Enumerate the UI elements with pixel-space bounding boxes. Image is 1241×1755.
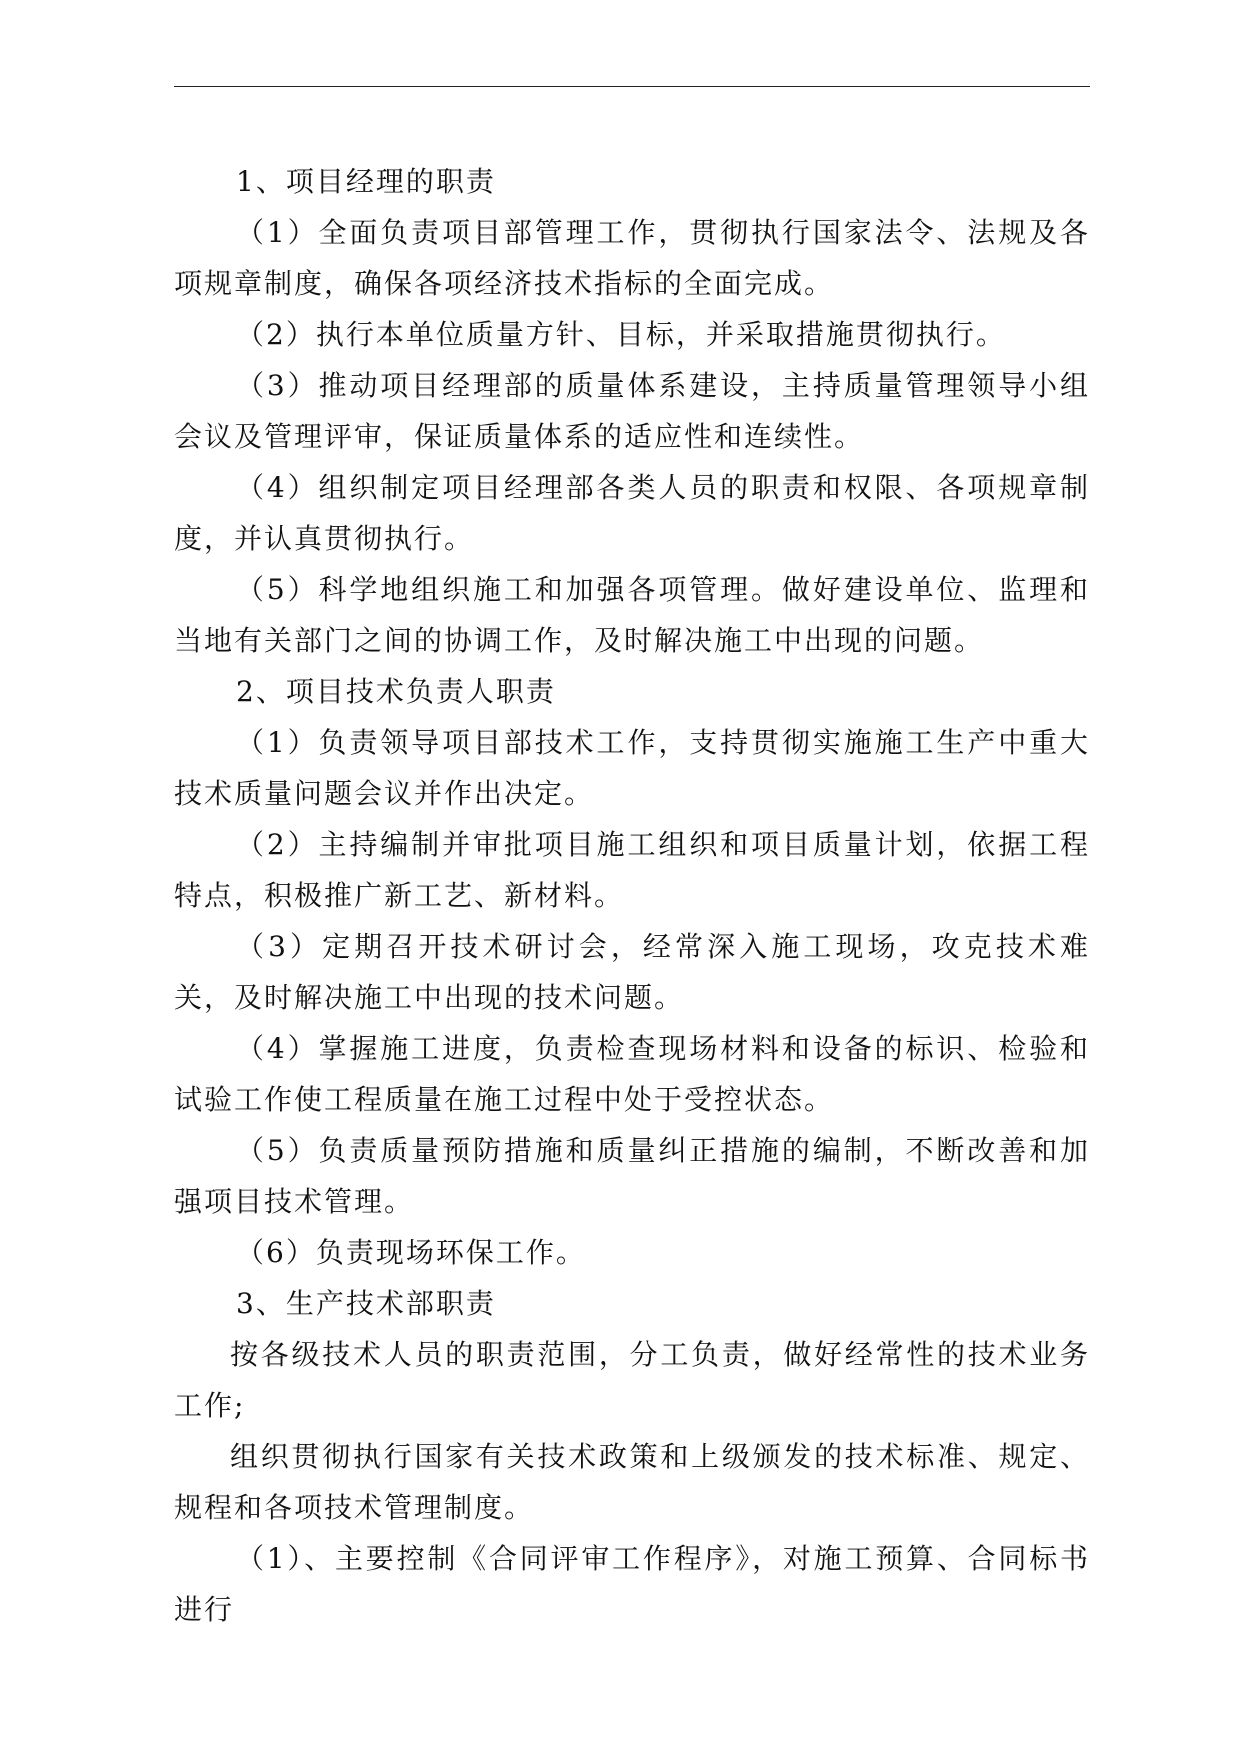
header-rule: [174, 86, 1090, 87]
document-body: [174, 156, 1090, 1635]
list-item: （1）全面负责项目部管理工作，贯彻执行国家法令、法规及各项规章制度，确保各项经济技术指标的全面完成。: [174, 216, 1090, 300]
section-heading: 1、项目经理的职责: [236, 165, 496, 198]
section-heading: 2、项目技术负责人职责: [236, 675, 556, 708]
list-item: （1）负责领导项目部技术工作，支持贯彻实施施工生产中重大技术质量问题会议并作出决定。: [174, 726, 1090, 810]
list-item: （2）主持编制并审批项目施工组织和项目质量计划，依据工程特点，积极推广新工艺、新材料。: [174, 828, 1090, 912]
list-item: （4）组织制定项目经理部各类人员的职责和权限、各项规章制度，并认真贯彻执行。: [174, 471, 1090, 555]
list-item: （3）推动项目经理部的质量体系建设，主持质量管理领导小组会议及管理评审，保证质量体系的适应性和连续性。: [174, 369, 1090, 453]
body-paragraph: 组织贯彻执行国家有关技术政策和上级颁发的技术标准、规定、规程和各项技术管理制度。: [174, 1440, 1090, 1524]
list-item: （4）掌握施工进度，负责检查现场材料和设备的标识、检验和试验工作使工程质量在施工过程中处于受控状态。: [174, 1032, 1090, 1116]
body-paragraph: 按各级技术人员的职责范围，分工负责，做好经常性的技术业务工作;: [174, 1338, 1090, 1422]
list-item: （5）负责质量预防措施和质量纠正措施的编制，不断改善和加强项目技术管理。: [174, 1134, 1090, 1218]
list-item: （3）定期召开技术研讨会，经常深入施工现场，攻克技术难关，及时解决施工中出现的技术问题。: [174, 930, 1090, 1014]
list-item: （1）、主要控制《合同评审工作程序》，对施工预算、合同标书进行: [174, 1542, 1090, 1626]
list-item: （6）负责现场环保工作。: [236, 1236, 586, 1269]
list-item: （2）执行本单位质量方针、目标，并采取措施贯彻执行。: [236, 318, 1006, 351]
section-heading: 3、生产技术部职责: [236, 1287, 496, 1320]
list-item: （5）科学地组织施工和加强各项管理。做好建设单位、监理和当地有关部门之间的协调工作，及时解决施工中出现的问题。: [174, 573, 1090, 657]
